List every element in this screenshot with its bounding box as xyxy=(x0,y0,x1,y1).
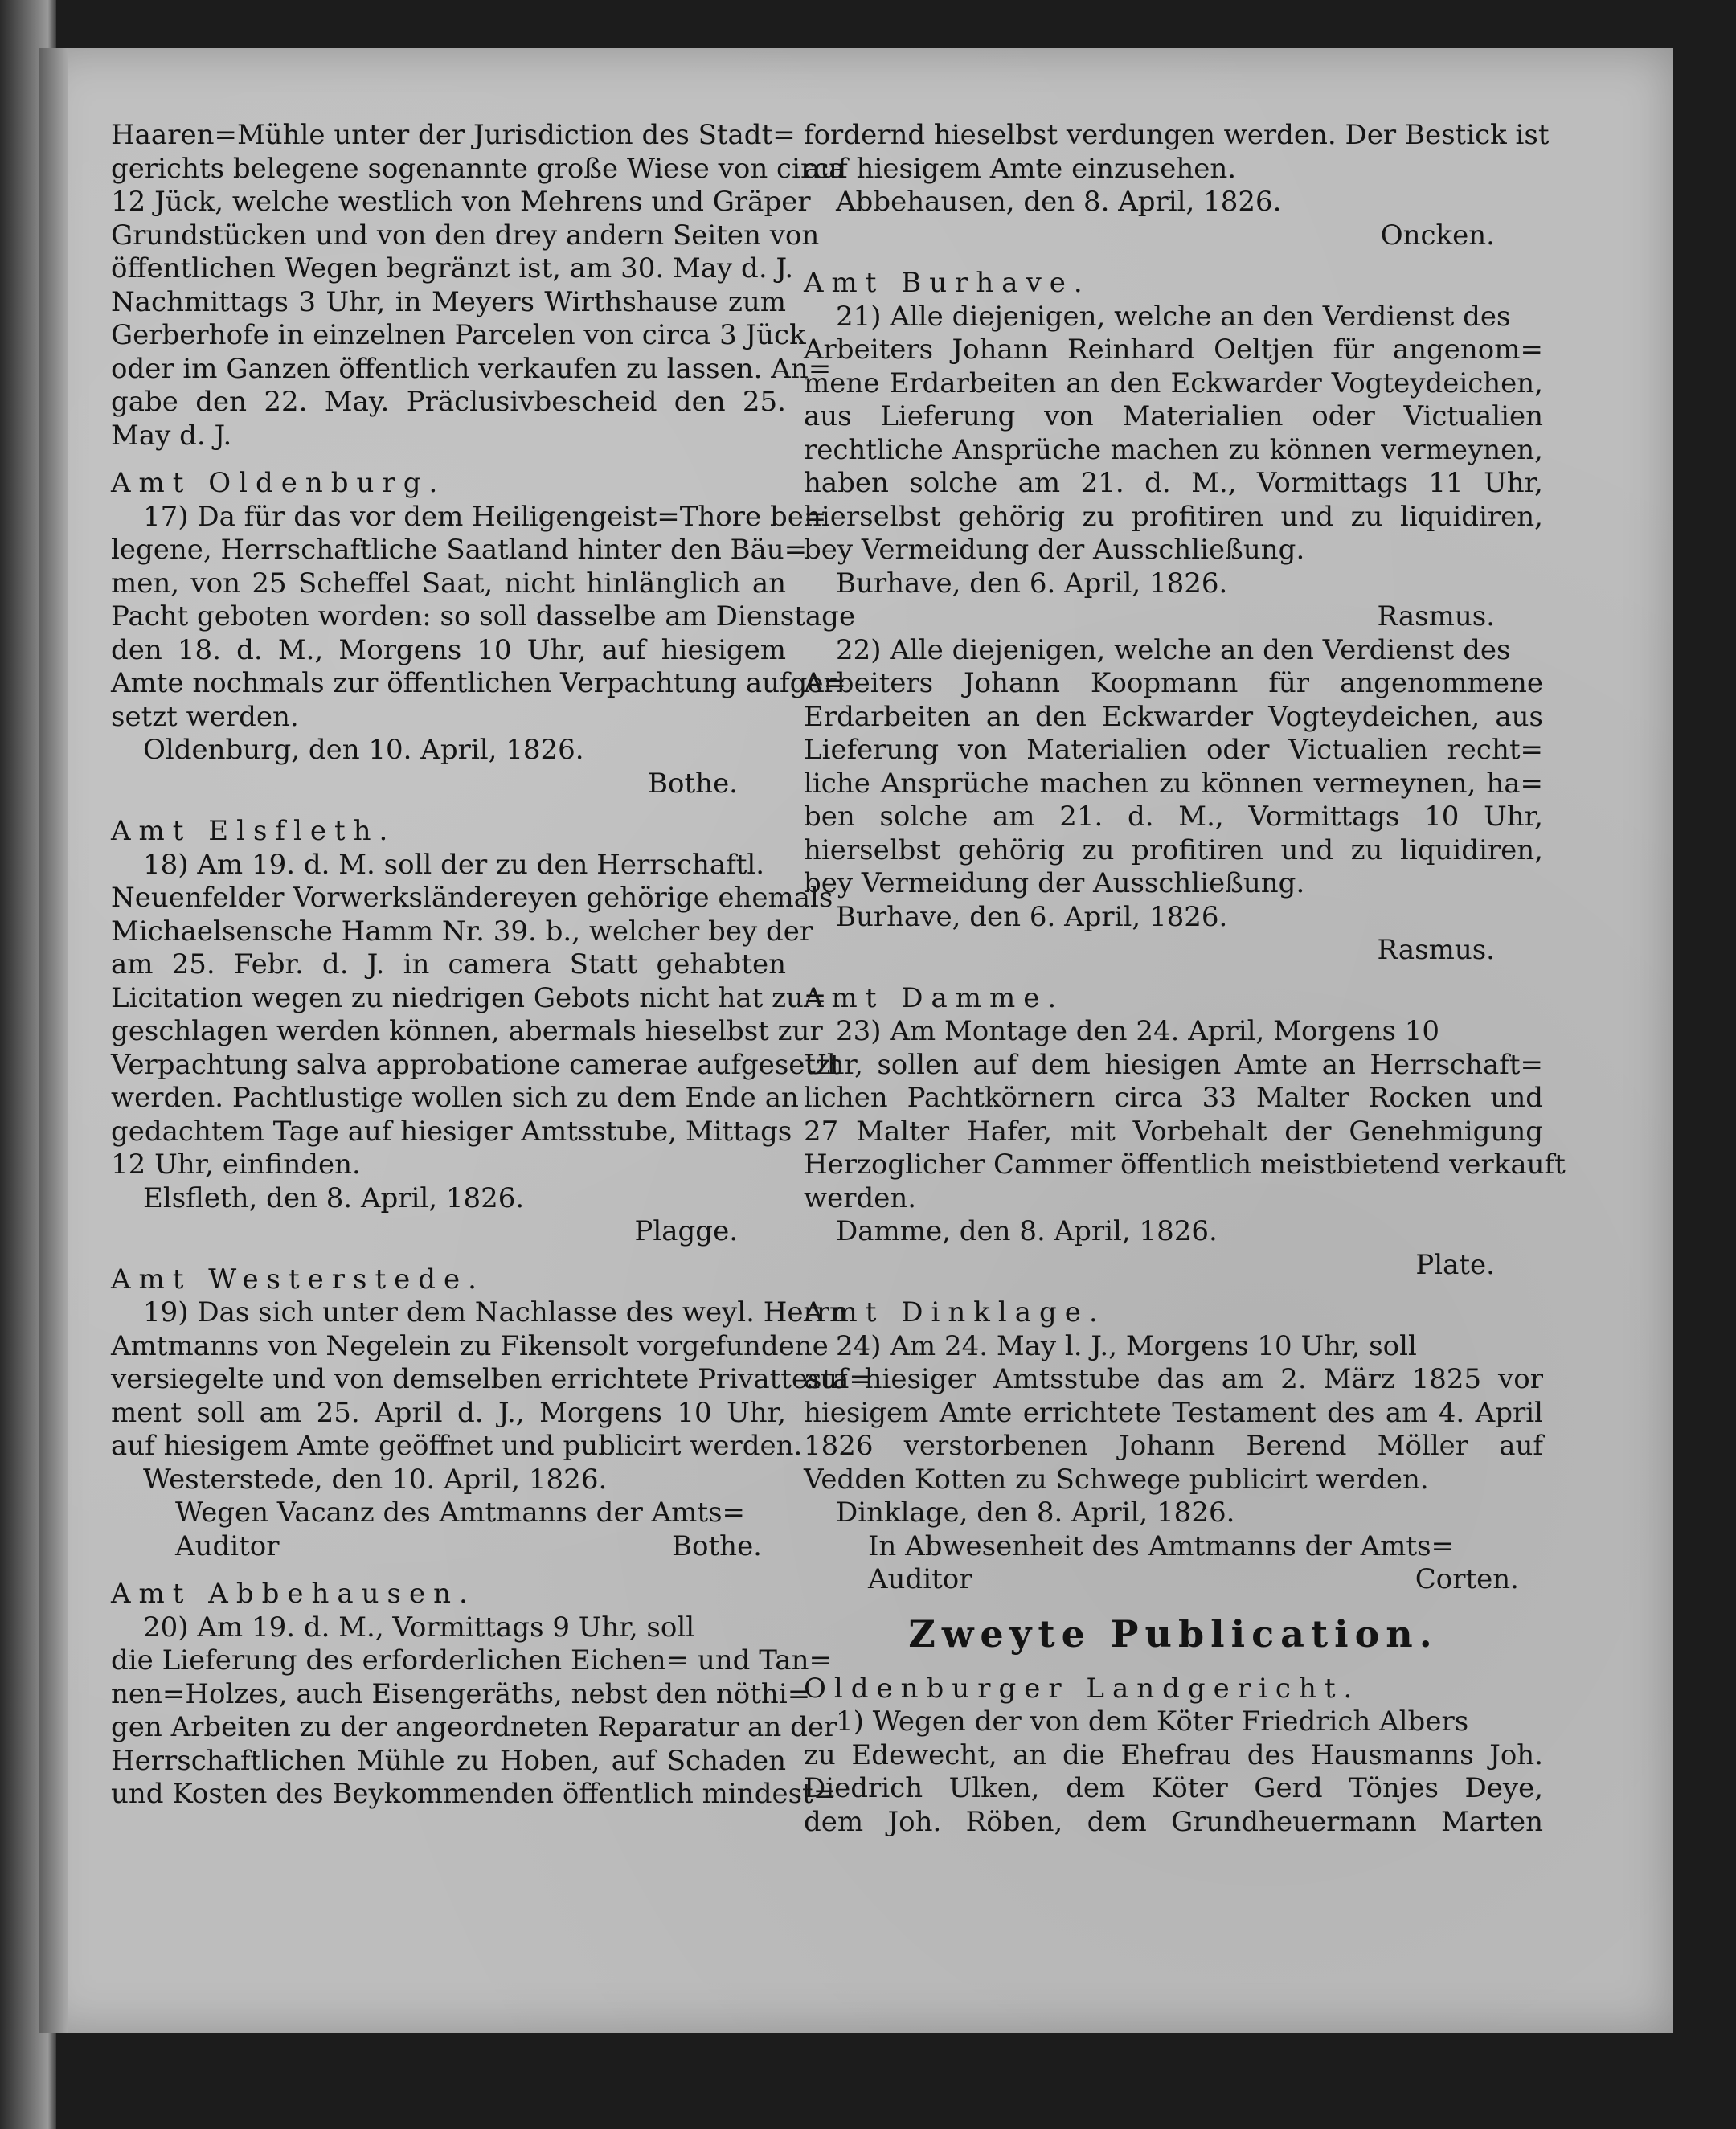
text-line: Nachmittags 3 Uhr, in Meyers Wirthshause zum xyxy=(111,285,786,318)
signature-name: Oncken. xyxy=(1380,219,1495,252)
signature-name: Rasmus. xyxy=(1377,600,1495,633)
text-line: Abbehausen, den 8. April, 1826. xyxy=(836,186,1282,218)
signer-name: Bothe. xyxy=(672,1529,762,1562)
text-line: 27 Malter Hafer, mit Vorbehalt der Genehmigung xyxy=(804,1115,1543,1148)
text-line: legene, Herrschaftliche Saatland hinter den Bäu= xyxy=(111,534,808,566)
text-line: Vedden Kotten zu Schwege publicirt werden. xyxy=(804,1463,1429,1496)
signature-name: Bothe. xyxy=(648,767,738,800)
text-line: Lieferung von Materialien oder Victualien recht= xyxy=(804,734,1543,766)
text-line: 19) Das sich unter dem Nachlasse des weyl. Herrn xyxy=(143,1296,847,1329)
text-line: 24) Am 24. May l. J., Morgens 10 Uhr, soll xyxy=(836,1329,1417,1362)
text-line: gedachtem Tage auf hiesiger Amtsstube, Mittags xyxy=(111,1115,792,1148)
text-line: 1) Wegen der von dem Köter Friedrich Albers xyxy=(836,1705,1469,1738)
office-heading: Amt Elsfleth. xyxy=(111,815,396,847)
text-line: gabe den 22. May. Präclusivbescheid den 25. xyxy=(111,386,786,418)
text-line: Amtmanns von Negelein zu Fikensolt vorgefundene xyxy=(111,1329,829,1362)
text-line: 21) Alle diejenigen, welche an den Verdienst des xyxy=(836,300,1511,333)
text-line: lichen Pachtkörnern circa 33 Malter Rocken und xyxy=(804,1082,1543,1114)
text-line: Westerstede, den 10. April, 1826. xyxy=(143,1463,608,1496)
text-line: Licitation wegen zu niedrigen Gebots nicht hat zu= xyxy=(111,981,827,1014)
signer-title: Auditor xyxy=(868,1563,972,1595)
text-line: Herrschaftlichen Mühle zu Hoben, auf Schaden xyxy=(111,1744,786,1777)
text-line: Burhave, den 6. April, 1826. xyxy=(836,567,1228,600)
text-line: Dinklage, den 8. April, 1826. xyxy=(836,1496,1235,1529)
text-line: 18) Am 19. d. M. soll der zu den Herrschaftl. xyxy=(143,848,765,881)
text-line: ment soll am 25. April d. J., Morgens 10 Uhr, xyxy=(111,1396,786,1429)
office-heading: Amt Damme. xyxy=(804,981,1065,1014)
text-line: Diedrich Ulken, dem Köter Gerd Tönjes Deye, xyxy=(804,1772,1543,1804)
text-line: 12 Jück, welche westlich von Mehrens und Gräper xyxy=(111,186,811,218)
text-line: Grundstücken und von den drey andern Seiten von xyxy=(111,219,820,252)
text-line: Herzoglicher Cammer öffentlich meistbietend verkauft xyxy=(804,1148,1566,1181)
text-line: aus Lieferung von Materialien oder Victualien xyxy=(804,400,1543,432)
text-line: gen Arbeiten zu der angeordneten Reparatur an der xyxy=(111,1711,837,1743)
signature-line xyxy=(804,1563,1543,1597)
text-line: 20) Am 19. d. M., Vormittags 9 Uhr, soll xyxy=(143,1611,695,1644)
text-line: rechtliche Ansprüche machen zu können vermeynen, xyxy=(804,433,1543,466)
text-line: Amte nochmals zur öffentlichen Verpachtung aufge= xyxy=(111,667,846,699)
text-line: Neuenfelder Vorwerksländereyen gehörige ehemals xyxy=(111,882,833,914)
text-line: Michaelsensche Hamm Nr. 39. b., welcher bey der xyxy=(111,915,813,948)
text-line: Damme, den 8. April, 1826. xyxy=(836,1215,1218,1247)
text-line: am 25. Febr. d. J. in camera Statt gehabten xyxy=(111,948,786,981)
text-line: auf hiesigem Amte geöffnet und publicirt werden. xyxy=(111,1430,803,1462)
text-line: zu Edewecht, an die Ehefrau des Hausmanns Joh. xyxy=(804,1738,1543,1771)
text-line: auf hiesiger Amtsstube das am 2. März 1825 vor xyxy=(804,1363,1543,1395)
text-line: Oldenburg, den 10. April, 1826. xyxy=(143,734,584,766)
text-line: bey Vermeidung der Ausschließung. xyxy=(804,534,1305,566)
text-line: setzt werden. xyxy=(111,700,299,733)
text-line: gerichts belegene sogenannte große Wiese von circa xyxy=(111,152,845,185)
page-gutter xyxy=(39,48,68,2033)
office-heading: Amt Burhave. xyxy=(804,267,1091,299)
text-line: bey Vermeidung der Ausschließung. xyxy=(804,867,1305,899)
text-line: 1826 verstorbenen Johann Berend Möller auf xyxy=(804,1430,1543,1462)
text-line: Arbeiters Johann Reinhard Oeltjen für angenom= xyxy=(804,334,1543,366)
right-text-column xyxy=(804,119,1566,1839)
text-line: 22) Alle diejenigen, welche an den Verdienst des xyxy=(836,633,1511,666)
text-line: Pacht geboten worden: so soll dasselbe am Dienstage xyxy=(111,600,856,633)
text-line: öffentlichen Wegen begränzt ist, am 30. May d. J. xyxy=(111,252,794,285)
signature-name: Plate. xyxy=(1415,1248,1495,1281)
signer-name: Corten. xyxy=(1415,1563,1519,1595)
office-heading: Amt Abbehausen. xyxy=(111,1578,476,1610)
text-line: men, von 25 Scheffel Saat, nicht hinlänglich an xyxy=(111,567,786,600)
text-line: liche Ansprüche machen zu können vermeynen, ha= xyxy=(804,767,1543,800)
text-line: geschlagen werden können, abermals hieselbst zur xyxy=(111,1015,823,1047)
text-line: May d. J. xyxy=(111,419,232,452)
text-line: haben solche am 21. d. M., Vormittags 11 Uhr, xyxy=(804,467,1543,499)
office-heading: Amt Westerstede. xyxy=(111,1263,485,1296)
text-line: Haaren=Mühle unter der Jurisdiction des Stadt= xyxy=(111,119,796,151)
text-line: 12 Uhr, einfinden. xyxy=(111,1148,361,1181)
office-heading: Amt Dinklage. xyxy=(804,1296,1106,1329)
text-line: In Abwesenheit des Amtmanns der Amts= xyxy=(868,1529,1455,1562)
text-line: mene Erdarbeiten an den Eckwarder Vogteydeichen, xyxy=(804,366,1543,399)
text-line: nen=Holzes, auch Eisengeräths, nebst den nöthi= xyxy=(111,1677,811,1710)
office-heading: Oldenburger Landgericht. xyxy=(804,1672,1361,1705)
text-line: hiesigem Amte errichtete Testament des am 4. April xyxy=(804,1396,1543,1429)
text-line: Verpachtung salva approbatione camerae aufgesetzt xyxy=(111,1048,841,1081)
left-text-column xyxy=(111,119,872,1812)
text-line: werden. Pachtlustige wollen sich zu dem Ende an xyxy=(111,1082,799,1114)
text-line: Uhr, sollen auf dem hiesigen Amte an Herrschaft= xyxy=(804,1048,1543,1081)
signature-name: Rasmus. xyxy=(1377,934,1495,966)
text-line: Elsfleth, den 8. April, 1826. xyxy=(143,1181,525,1214)
text-line: 23) Am Montage den 24. April, Morgens 10 xyxy=(836,1015,1439,1047)
text-line: werden. xyxy=(804,1181,917,1214)
text-line: versiegelte und von demselben errichtete Privattesta= xyxy=(111,1363,872,1395)
text-line: Gerberhofe in einzelnen Parcelen von circa 3 Jück xyxy=(111,319,806,351)
text-line: Erdarbeiten an den Eckwarder Vogteydeichen, aus xyxy=(804,700,1543,733)
text-line: Arbeiters Johann Koopmann für angenommene xyxy=(804,667,1543,699)
text-line: Burhave, den 6. April, 1826. xyxy=(836,900,1228,933)
text-line: dem Joh. Röben, dem Grundheuermann Marten xyxy=(804,1805,1543,1838)
signature-name: Plagge. xyxy=(634,1215,738,1247)
text-line: Wegen Vacanz des Amtmanns der Amts= xyxy=(175,1496,746,1529)
text-line: hierselbst gehörig zu profitiren und zu liquidiren, xyxy=(804,833,1543,866)
text-line: ben solche am 21. d. M., Vormittags 10 Uhr, xyxy=(804,800,1543,833)
text-line: auf hiesigem Amte einzusehen. xyxy=(804,152,1237,185)
signer-title: Auditor xyxy=(175,1529,280,1562)
text-line: oder im Ganzen öffentlich verkaufen zu lassen. An= xyxy=(111,352,832,385)
text-line: 17) Da für das vor dem Heiligengeist=Thore be= xyxy=(143,500,827,533)
text-line: und Kosten des Beykommenden öffentlich mindest= xyxy=(111,1778,837,1810)
section-heading: Zweyte Publication. xyxy=(908,1611,1439,1656)
text-line: fordernd hieselbst verdungen werden. Der Bestick ist xyxy=(804,119,1550,151)
office-heading: Amt Oldenburg. xyxy=(111,467,446,499)
signature-line xyxy=(111,1530,786,1564)
text-line: die Lieferung des erforderlichen Eichen= und Tan= xyxy=(111,1644,832,1677)
text-line: den 18. d. M., Morgens 10 Uhr, auf hiesigem xyxy=(111,633,786,666)
text-line: hierselbst gehörig zu profitiren und zu liquidiren, xyxy=(804,500,1543,533)
